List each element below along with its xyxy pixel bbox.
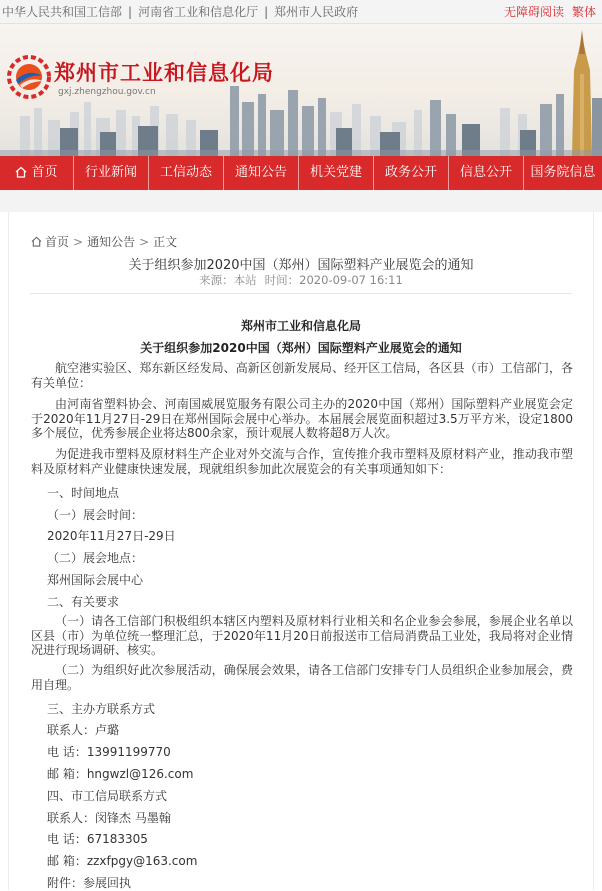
divider: | (264, 5, 269, 19)
contact-person: 联系人：闵锋杰 马墨翰 (47, 811, 171, 825)
section-heading: 一、时间地点 (47, 486, 120, 500)
body-paragraph: （一）请各工信部门积极组织本辖区内塑料及原材料行业相关和名企业参会参展，参展企业名单以区县（市）为单位统一整理汇总，于2020年11月20日前报送市工信局消费品工业处，我局将对企业情况进行现场调研、核实。 (31, 614, 573, 657)
nav-party-building[interactable]: 机关党建 (299, 156, 374, 190)
subsection-heading: （二）展会地点： (47, 551, 144, 565)
site-title: 郑州市工业和信息化局 (54, 61, 274, 85)
nav-state-council-info[interactable]: 国务院信息 (530, 165, 596, 180)
subsection-heading: （一）展会时间： (47, 508, 144, 522)
home-icon (15, 158, 27, 192)
nav-notices[interactable]: 通知公告 (224, 156, 299, 190)
divider: | (128, 5, 133, 19)
article-time: 时间：2020-09-07 16:11 (264, 273, 403, 287)
nav-work-updates[interactable]: 工信动态 (149, 156, 224, 190)
contact-email: 邮 箱：hngwzl@126.com (47, 767, 194, 781)
event-date: 2020年11月27日-29日 (47, 529, 176, 543)
breadcrumb-current: 正文 (153, 235, 178, 249)
breadcrumb-section[interactable]: 通知公告 (87, 235, 136, 249)
nav-industry-news[interactable]: 行业新闻 (74, 156, 149, 190)
body-paragraph: （二）为组织好此次参展活动，确保展会效果，请各工信部门安排专门人员组织企业参加展会，费用自理。 (31, 663, 573, 692)
nav-home[interactable] (0, 156, 74, 190)
link-henan-miit[interactable]: 河南省工业和信息化厅 (138, 5, 259, 19)
article-title: 关于组织参加2020中国（郑州）国际塑料产业展览会的通知 (128, 258, 474, 273)
body-paragraph: 为促进我市塑料及原材料生产企业对外交流与合作，宣传推介我市塑料及原材料产业，推动我市塑料及原材料产业健康快速发展，现就组织参加此次展览会的有关事项通知如下： (31, 447, 573, 476)
contact-phone: 电 话：67183305 (47, 832, 148, 846)
main-nav (0, 156, 602, 190)
addressee-paragraph: 航空港实验区、郑东新区经发局、高新区创新发展局、经开区工信局，各区县（市）工信部门，各有关单位： (31, 361, 573, 390)
nav-information-disclosure[interactable]: 信息公开 (449, 156, 524, 190)
chevron-right-icon: > (139, 235, 150, 249)
link-miit[interactable]: 中华人民共和国工信部 (2, 5, 123, 19)
document-title: 关于组织参加2020中国（郑州）国际塑料产业展览会的通知 (140, 341, 462, 355)
site-banner (0, 24, 602, 156)
article-source: 来源：本站 (199, 273, 257, 287)
document-organization: 郑州市工业和信息化局 (240, 319, 361, 333)
home-icon (31, 236, 42, 250)
contact-phone: 电 话：13991199770 (47, 745, 171, 759)
site-domain: gxj.zhengzhou.gov.cn (58, 87, 156, 97)
chevron-right-icon: > (73, 235, 84, 249)
article-meta (0, 272, 602, 288)
top-links-bar (0, 0, 602, 24)
nav-government-affairs[interactable]: 政务公开 (374, 156, 449, 190)
breadcrumb-home[interactable]: 首页 (45, 235, 70, 249)
contact-person: 联系人：卢璐 (47, 723, 120, 737)
breadcrumb (31, 233, 177, 250)
section-heading: 三、主办方联系方式 (47, 702, 156, 716)
body-paragraph: 由河南省塑料协会、河南国威展览服务有限公司主办的2020中国（郑州）国际塑料产业展览会定于2020年11月27日-29日在郑州国际会展中心举办。本届展会展览面积超过3.5万平方米，设定1800多个展位，优秀参展企业将达800余家，预计观展人数将超8万人次。 (31, 397, 573, 440)
traditional-chinese-link[interactable]: 繁体 (571, 5, 596, 19)
section-heading: 二、有关要求 (47, 595, 120, 609)
attachment-link[interactable]: 附件：参展回执 (47, 876, 132, 890)
accessibility-link[interactable]: 无障碍阅读 (503, 5, 564, 19)
link-zhengzhou-gov[interactable]: 郑州市人民政府 (274, 5, 359, 19)
section-heading: 四、市工信局联系方式 (47, 789, 168, 803)
contact-email: 邮 箱：zzxfpgy@163.com (47, 854, 198, 868)
divider (30, 293, 572, 294)
nav-home-label: 首页 (31, 165, 58, 180)
event-venue: 郑州国际会展中心 (47, 573, 144, 587)
nav-spacer (0, 190, 602, 212)
